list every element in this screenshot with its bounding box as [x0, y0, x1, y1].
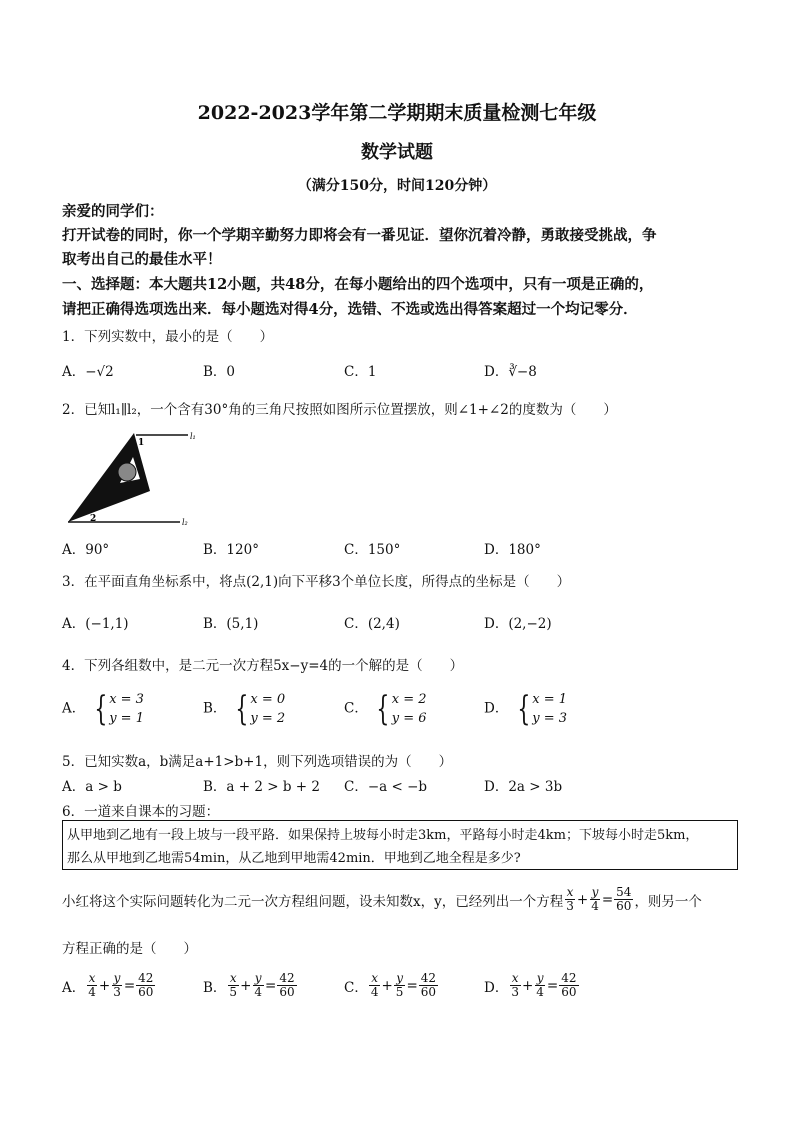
triangle-figure [60, 425, 200, 530]
l1-label: l₁ [190, 432, 196, 441]
exam-title: 2022-2023学年第二学期期末质量检测七年级 [197, 102, 597, 124]
textbook-problem-box [62, 820, 738, 870]
equation-system: { x = 0 y = 2 [235, 689, 286, 729]
q5-option-b: B．a + 2 > b + 2 [203, 779, 320, 795]
fraction: $\frac{y}{4}$ [591, 885, 599, 913]
set-square-hole [118, 463, 136, 481]
equation-system: { x = 3 y = 1 [93, 689, 144, 729]
equation-system: { x = 2 y = 6 [376, 689, 427, 729]
q2-stem: 2．已知l₁∥l₂，一个含有30°角的三角尺按照如图所示位置摆放，则∠1+∠2的度数为（ ） [62, 402, 617, 418]
q3-stem: 3．在平面直角坐标系中，将点(2,1)向下平移3个单位长度，所得点的坐标是（ ） [62, 574, 571, 590]
q2-option-a: A．90° [62, 542, 110, 558]
q6-option-c: C． $\frac{x}{4}$ + $\frac{y}{5}$ = $\frac{42}{60}$ [344, 971, 437, 999]
q6-option-a: A． $\frac{x}{4}$ + $\frac{y}{3}$ = $\frac{42}{60}$ [62, 971, 154, 999]
q5-stem: 5．已知实数a，b满足a+1>b+1，则下列选项错误的为（ ） [62, 754, 453, 770]
q2-option-c: C．150° [344, 542, 401, 558]
q1-option-d: D．∛−8 [484, 364, 537, 380]
q3-option-b: B．(5,1) [203, 616, 259, 632]
q6-text: 小红将这个实际问题转化为二元一次方程组问题，设未知数x，y，已经列出一个方程 $\frac{x}{3}$ + $\frac{y}{4}$ = $\frac{54}{60}$ ，则另一个 [62, 885, 702, 913]
q6-option-d: D． $\frac{x}{3}$ + $\frac{y}{4}$ = $\frac{42}{60}$ [484, 971, 577, 999]
q1-option-a: A．−√2 [62, 364, 114, 380]
section-1-line-1: 一、选择题：本大题共12小题，共48分，在每小题给出的四个选项中，只有一项是正确的， [62, 276, 654, 293]
problem-line-2: 那么从甲地到乙地需54min，从乙地到甲地需42min．甲地到乙地全程是多少? [67, 851, 521, 866]
q3-option-c: C．(2,4) [344, 616, 400, 632]
q5-option-c: C．−a < −b [344, 779, 428, 795]
fraction: $\frac{x}{3}$ [566, 885, 574, 913]
angle-1-label: 1 [138, 438, 145, 448]
q2-option-b: B．120° [203, 542, 259, 558]
problem-line-1: 从甲地到乙地有一段上坡与一段平路．如果保持上坡每小时走3km，平路每小时走4km；下坡每小时走5km， [67, 828, 699, 843]
q4-option-c: C． { x = 2 y = 6 [344, 689, 427, 729]
section-1-line-2: 请把正确得选项选出来．每小题选对得4分，选错、不选或选出得答案超过一个均记零分． [62, 301, 638, 318]
intro-line-2: 取考出自己的最佳水平！ [62, 251, 222, 268]
q4-stem: 4．下列各组数中，是二元一次方程5x−y=4的一个解的是（ ） [62, 658, 464, 674]
q4-option-a: A． { x = 3 y = 1 [62, 689, 144, 729]
q6-line-2: 方程正确的是（ ） [62, 941, 197, 957]
q2-option-d: D．180° [484, 542, 541, 558]
q3-option-a: A．(−1,1) [62, 616, 129, 632]
q5-option-a: A．a > b [62, 779, 122, 795]
intro-line-1: 打开试卷的同时，你一个学期辛勤努力即将会有一番见证．望你沉着冷静，勇敢接受挑战，争 [62, 227, 657, 244]
q1-stem: 1．下列实数中，最小的是（ ） [62, 329, 274, 345]
q5-option-d: D．2a > 3b [484, 779, 563, 795]
q1-option-b: B．0 [203, 364, 236, 380]
angle-2-label: 2 [90, 514, 97, 524]
q1-option-c: C．1 [344, 364, 377, 380]
l2-label: l₂ [182, 518, 188, 527]
q6-option-b: B． $\frac{x}{5}$ + $\frac{y}{4}$ = $\frac{42}{60}$ [203, 971, 295, 999]
equation-system: { x = 1 y = 3 [516, 689, 568, 729]
greeting: 亲爱的同学们： [62, 203, 164, 220]
q4-option-b: B． { x = 0 y = 2 [203, 689, 286, 729]
q3-option-d: D．(2,−2) [484, 616, 552, 632]
q6-stem: 6．一道来自课本的习题： [62, 804, 220, 820]
exam-info: （满分150分，时间120分钟） [297, 178, 497, 194]
fraction: $\frac{54}{60}$ [616, 885, 632, 913]
subject-title: 数学试题 [361, 142, 433, 163]
q4-option-d: D． { x = 1 y = 3 [484, 689, 568, 729]
